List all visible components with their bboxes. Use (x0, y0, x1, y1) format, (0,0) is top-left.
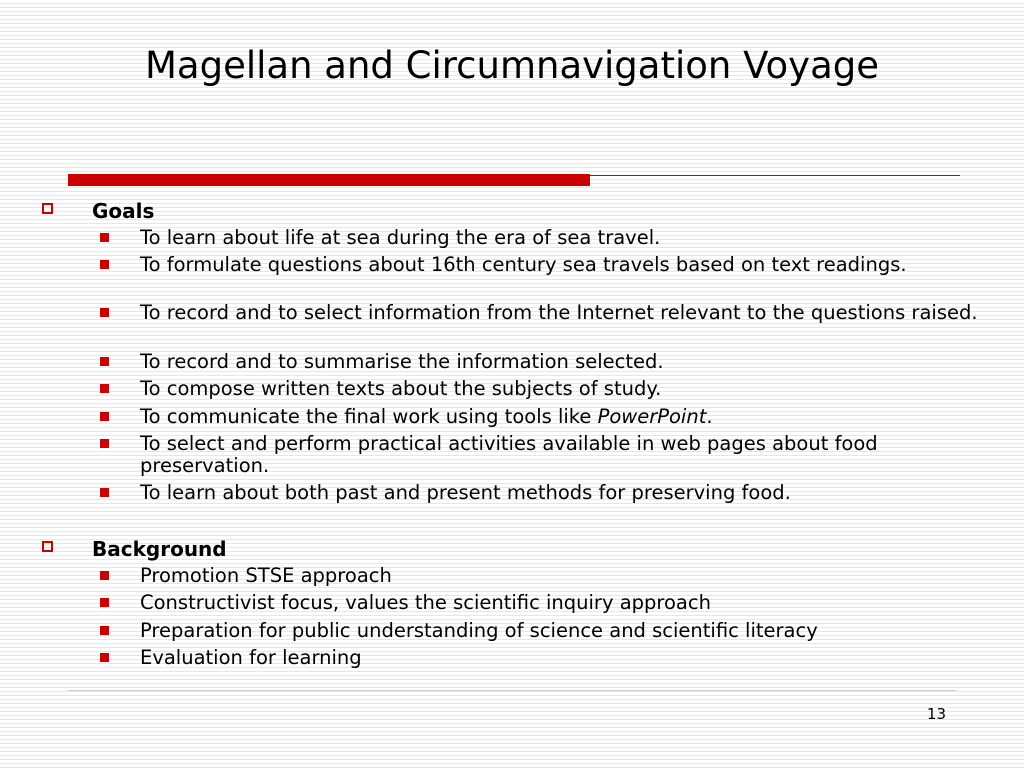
background-heading: Background (92, 537, 227, 561)
filled-square-icon (100, 308, 109, 317)
filled-square-icon (100, 357, 109, 366)
goal-item-text: To record and to summarise the information selected. (140, 350, 664, 373)
powerpoint-emphasis: PowerPoint (597, 405, 707, 428)
goal-item-text: To record and to select information from the Internet relevant to the questions raised. (140, 301, 978, 324)
page-number: 13 (926, 705, 946, 723)
filled-square-icon (100, 260, 109, 269)
filled-square-icon (100, 653, 109, 662)
filled-square-icon (100, 412, 109, 421)
background-item-text: Constructivist focus, values the scientific inquiry approach (140, 591, 711, 614)
goal-item-text-before: To communicate the final work using tools like (140, 405, 598, 428)
filled-square-icon (100, 439, 109, 448)
hollow-square-icon (42, 203, 53, 214)
goal-item-text (140, 406, 1010, 428)
goal-item-text: To compose written texts about the subjects of study. (140, 377, 662, 400)
background-item-text: Promotion STSE approach (140, 564, 392, 587)
filled-square-icon (100, 384, 109, 393)
goal-item-text: To learn about both past and present methods for preserving food. (140, 481, 791, 504)
filled-square-icon (100, 598, 109, 607)
goals-heading: Goals (92, 199, 155, 223)
filled-square-icon (100, 571, 109, 580)
filled-square-icon (100, 626, 109, 635)
filled-square-icon (100, 233, 109, 242)
goal-item-text: To learn about life at sea during the era of sea travel. (140, 226, 661, 249)
background-item-text: Evaluation for learning (140, 646, 362, 669)
goal-item-text: To select and perform practical activities available in web pages about food preservation. (140, 432, 878, 477)
goal-item-text-after: . (706, 405, 713, 428)
filled-square-icon (100, 488, 109, 497)
hollow-square-icon (42, 541, 53, 552)
background-item-text: Preparation for public understanding of science and scientific literacy (140, 619, 818, 642)
footer-divider (68, 690, 956, 691)
slide-title: Magellan and Circumnavigation Voyage (144, 44, 879, 87)
goal-item-text: To formulate questions about 16th century sea travels based on text readings. (140, 253, 907, 276)
